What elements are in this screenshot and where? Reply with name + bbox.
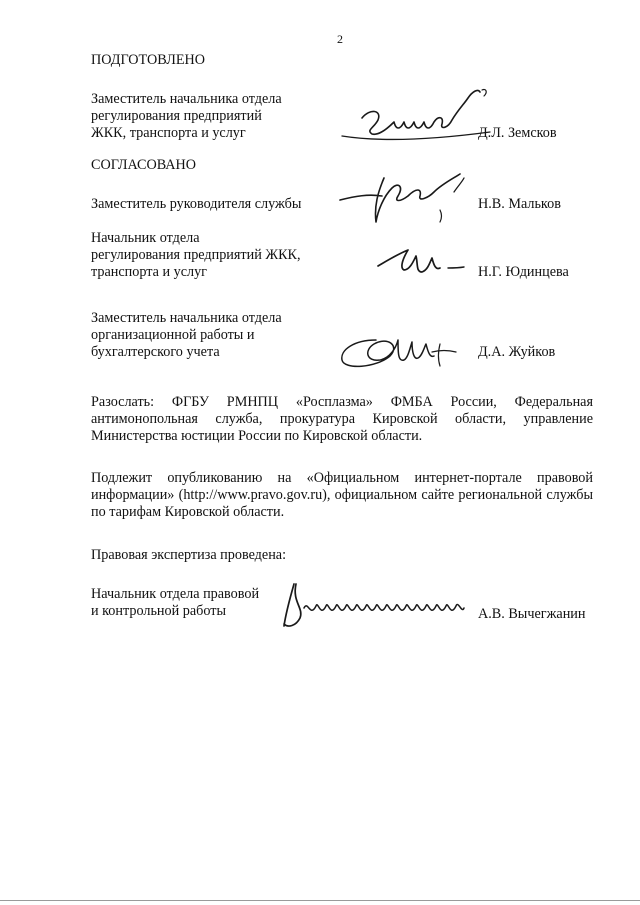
- agreed-role-line: бухгалтерского учета: [91, 344, 220, 360]
- legal-review-role: [91, 586, 291, 620]
- prepared-role-line: ЖКК, транспорта и услуг: [91, 125, 246, 141]
- agreed-name: Н.В. Мальков: [478, 196, 561, 212]
- signature-zemskov: [340, 86, 500, 148]
- signature-zhuikov: [336, 330, 464, 372]
- prepared-name: Д.Л. Земсков: [478, 125, 557, 141]
- agreed-role-line: организационной работы и: [91, 327, 255, 343]
- agreed-name: Д.А. Жуйков: [478, 344, 556, 360]
- prepared-role: [91, 91, 341, 142]
- distribution-paragraph: Разослать: ФГБУ РМНПЦ «Росплазма» ФМБА России, Федеральная антимонопольная служба, прокуратура Кировской области, управление Министерства юстиции России по Кировской области.: [91, 394, 593, 444]
- prepared-heading: ПОДГОТОВЛЕНО: [91, 52, 205, 68]
- legal-review-role-line: и контрольной работы: [91, 603, 226, 619]
- agreed-name: Н.Г. Юдинцева: [478, 264, 569, 280]
- publication-paragraph: Подлежит опубликованию на «Официальном интернет-портале правовой информации» (http://www.pravo.gov.ru), официальном сайте региональной службы по тарифам Кировской области.: [91, 470, 593, 520]
- prepared-role-line: регулирования предприятий: [91, 108, 262, 124]
- legal-review-role-line: Начальник отдела правовой: [91, 586, 260, 602]
- agreed-role-line: регулирования предприятий ЖКК,: [91, 247, 301, 263]
- agreed-role-line: Начальник отдела: [91, 230, 200, 246]
- agreed-role-line: транспорта и услуг: [91, 264, 207, 280]
- signature-malkov: [338, 166, 478, 228]
- agreed-role: [91, 310, 331, 361]
- page-bottom-edge: [0, 900, 640, 901]
- signature-vychegzhanin: [270, 578, 470, 632]
- agreed-heading: СОГЛАСОВАНО: [91, 157, 197, 173]
- agreed-role-line: Заместитель начальника отдела: [91, 310, 282, 326]
- legal-review-name: А.В. Вычегжанин: [478, 606, 586, 622]
- agreed-role-line: Заместитель руководителя службы: [91, 196, 302, 212]
- prepared-role-line: Заместитель начальника отдела: [91, 91, 282, 107]
- signature-yudintseva: [376, 246, 466, 280]
- legal-review-statement: Правовая экспертиза проведена:: [91, 547, 287, 563]
- page-number: 2: [337, 32, 343, 46]
- agreed-role: [91, 196, 351, 213]
- agreed-role: [91, 230, 331, 281]
